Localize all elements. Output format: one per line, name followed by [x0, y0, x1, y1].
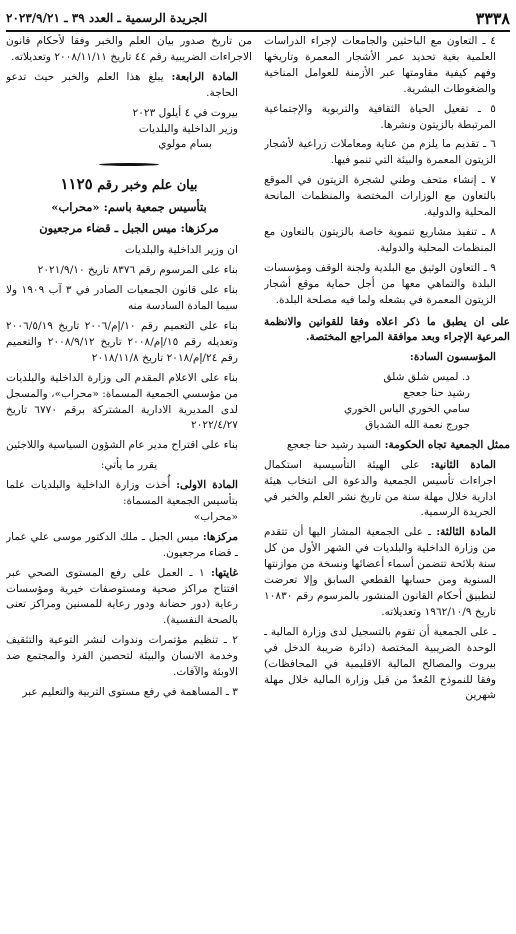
government-representative [264, 438, 510, 454]
signature-name: بسام مولوي [158, 138, 212, 151]
goal-item: ٨ ـ تنفيذ مشاريع تنموية خاصة بالزيتون بالتعاون مع المنظمات المحلية والدولية. [264, 225, 496, 254]
approval-notice: على ان يطبق ما ذكر اعلاه وفقا للقوانين والانظمة المرعية الإجراء وبعد موافقة المراجع المختصة. [264, 315, 510, 344]
goal-item: ٩ ـ التعاون الوثيق مع البلدية ولجنة الوقف ومؤسسات البلدة والتماهي معها من أجل حماية موقع أشجار الزيتون المعمرة في بشعله ولما فيه مصلحة البلدة. [264, 261, 496, 306]
preamble-line: بناء على اقتراح مدير عام الشؤون السياسية واللاجئين [6, 439, 238, 452]
signature-title: وزير الداخلية والبلديات [138, 122, 238, 135]
representative-name: السيد رشيد حنا جعجع [286, 438, 382, 451]
goal-item: ٤ ـ التعاون مع الباحثين والجامعات لإجراء الدراسات العلمية بغية تحديد عمر الأشجار المعمرة وتاريخها وفهم كيفية مقاومتها عبر الأزمنة للعوامل المناخية والضغوطات البشرية. [264, 35, 496, 95]
goal-item: ٧ ـ إنشاء متحف وطني لشجرة الزيتون في الموقع بالتعاون مع الوزارات المختصة والمنظمات المانحة المحلية والدولية. [264, 174, 496, 219]
decides-heading: يقرر ما يأتي: [100, 459, 158, 472]
notice-title-prefix: بيان علم وخبر رقم [97, 178, 198, 194]
goal-item: ٦ ـ تقديم ما يلزم من عناية ومعاملات زراعية لأشجار الزيتون المعمرة والبيئة التي تنمو فيها. [264, 138, 496, 167]
article-4-text: يبلغ هذا العلم والخبر حيث تدعو الحاجة. [6, 70, 238, 99]
signature-block [6, 106, 252, 154]
page-columns [6, 34, 510, 930]
centre-label: مركزها: [202, 530, 238, 543]
notice-number: ١١٢٥ [60, 175, 93, 194]
continued-text: من تاريخ صدور بيان العلم والخبر وفقا لأحكام قانون الاجراءات الضريبية رقم ٤٤ تاريخ ٢٠٠٨/١١/١١ وتعديلاته. [6, 35, 252, 63]
goal-item: ٥ ـ تفعيل الحياة الثقافية والتربوية والإجتماعية المرتبطة بالزيتون ونشرها. [264, 102, 496, 131]
preamble-line: ان وزير الداخلية والبلديات [124, 244, 238, 257]
section-divider [6, 159, 252, 169]
right-column [264, 34, 510, 930]
page-number: ٣٣٣٨ [475, 8, 510, 28]
left-column [6, 34, 252, 930]
article-3-text: ـ على الجمعية المشار اليها أن تتقدم من وزارة الداخلية والبلديات في الشهر الأول من كل سنة بلائحة تتضمن أسماء أعضائها ونسخة من موازنتها السنوية ومن حسابها القطعي السابق وإلا تعرضت لتطبيق أحكام القانون المنشور بالمرسوم رقم ١٠٨٣٠ تاريخ ١٩٦٢/١٠/٩ وتعديلاته. [264, 526, 496, 618]
notice-location: مركزها: ميس الجبل ـ قضاء مرجعيون [39, 221, 219, 236]
association-centre [6, 530, 252, 562]
representative-label: ممثل الجمعية تجاه الحكومة: [384, 438, 510, 451]
preamble-line: بناء على الاعلام المقدم الى وزارة الداخلية والبلديات من مؤسسي الجمعية المسماة: «محراب»، والمسجل لدى المديرية الادارية المشتركة برقم ٦٧٧٠ تاريخ ٢٠٢٢/٤/٢٧ [6, 371, 238, 432]
goal-item: ٢ ـ تنظيم مؤتمرات وندوات لنشر التوعية والتثقيف وخدمة الانسان والبيئة لتحصين الفرد والمجتمع ضد الاوبئة والآفات. [6, 634, 238, 679]
founders-label: المؤسسون السادة: [409, 351, 496, 364]
preamble-line: بناء على التعميم رقم ١٠/إم/٢٠٠٦ تاريخ ٢٠٠٦/٥/١٩ وتعديله رقم ١٥/إم/٢٠٠٨ تاريخ ٢٠٠٨/٩/١٢ والتعميم رقم ٢٤/إم/٢٠١٨ تاريخ ٢٠١٨/١١/٨ [6, 319, 238, 364]
article-4 [6, 70, 252, 102]
founder-name: جورج نعمة الله الشدياق [365, 418, 470, 431]
article-4-label: المادة الرابعة: [171, 70, 238, 83]
association-name: «محراب» [193, 510, 238, 523]
centre-text: ميس الجبل ـ ملك الدكتور موسى علي عمار ـ قضاء مرجعيون. [6, 530, 238, 559]
founder-name: د. لميس شلق شلق [383, 371, 470, 384]
goal-item: ١ ـ العمل على رفع المستوى الصحي عبر افتتاح مراكز صحية ومستوصفات خيرية ومؤسسات رعاية (دور حضانة ودور رعاية للمسنين ومراكز تعنى بالصحة النفسية). [6, 566, 238, 627]
article-2 [264, 458, 510, 522]
preamble-line: بناء على المرسوم رقم ٨٣٧٦ تاريخ ٢٠٢١/٩/١٠ [37, 264, 238, 277]
goals-first [6, 566, 252, 630]
article-2-label: المادة الثانية: [430, 458, 496, 471]
article-3-label: المادة الثالثة: [436, 526, 496, 539]
article-2-text: على الهيئة التأسيسية استكمال اجراءات تأسيس الجمعية والدعوة الى انتخاب هيئة ادارية خلال مهلة سنة من تاريخ نشر العلم والخبر في الجريدة الرسمية. [264, 458, 496, 519]
signature-place-date: بيروت في ٤ أيلول ٢٠٢٣ [132, 106, 238, 119]
notice-title [6, 175, 252, 195]
founder-name: سامي الخوري الياس الخوري [343, 403, 470, 416]
goals-label: غايتها: [211, 566, 238, 579]
notice-subtitle: بتأسيس جمعية باسم: «محراب» [51, 200, 207, 215]
article-1 [6, 478, 252, 510]
founder-name: رشيد حنا جعجع [403, 387, 470, 400]
article-1-label: المادة الاولى: [176, 479, 238, 492]
goal-item: ٣ ـ المساهمة في رفع مستوى التربية والتعليم عبر [22, 686, 238, 698]
article-3 [264, 525, 510, 620]
tax-registration-text: ـ على الجمعية أن تقوم بالتسجيل لدى وزارة المالية ـ الوحدة الضريبية المختصة (دائرة ضريبة الدخل في بيروت والمصالح المالية الاقليمية في المحافظات) وفقا للنموذج المُعدّ من قبل وزارة المالية خلال مهلة شهرين [264, 625, 496, 702]
page-header [6, 6, 510, 32]
article-1-text: أُخذت وزارة الداخلية والبلديات علما بتأسيس الجمعية المسماة: [6, 479, 238, 508]
gazette-issue-label: الجريدة الرسمية ـ العدد ٣٩ ـ ٢٠٢٣/٩/٢١ [6, 11, 208, 25]
preamble-line: بناء على قانون الجمعيات الصادر في ٣ آب ١٩٠٩ ولا سيما المادة السادسة منه [6, 284, 239, 313]
